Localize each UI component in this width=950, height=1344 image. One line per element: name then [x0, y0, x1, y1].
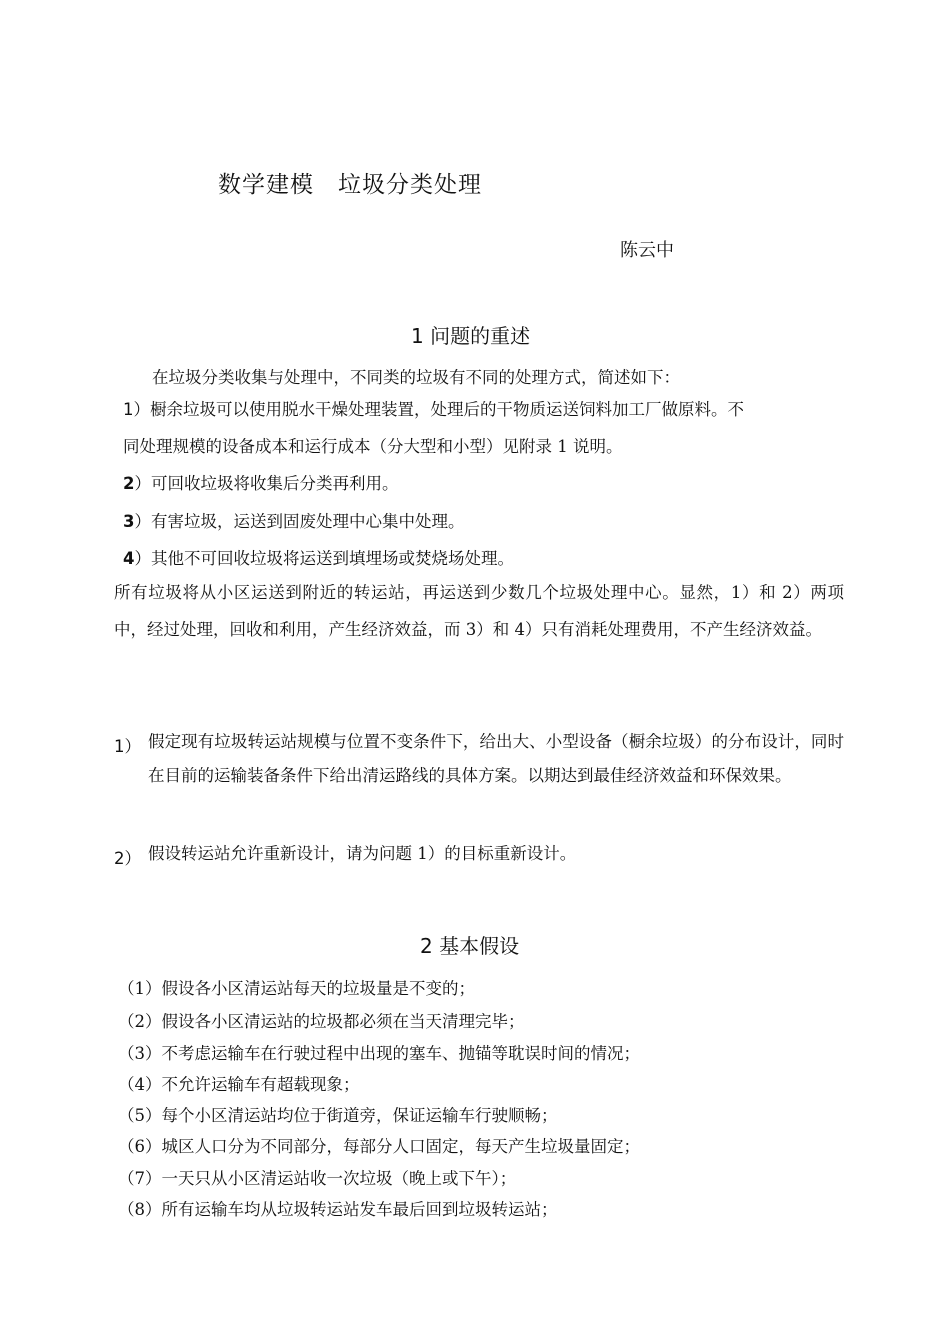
document-title: 数学建模 垃圾分类处理	[218, 172, 482, 198]
list-item-4-number: 4	[123, 549, 135, 568]
document-author: 陈云中	[620, 240, 674, 261]
list-item-1-text-a: 橱余垃圾可以使用脱水干燥处理装置，处理后的干物质运送饲料加工厂做原料。不	[150, 400, 744, 419]
list-item-1-line-1	[123, 396, 744, 420]
assumption-7: （7）一天只从小区清运站收一次垃圾（晚上或下午）；	[118, 1169, 517, 1188]
section-1-paragraph: 所有垃圾将从小区运送到附近的转运站，再运送到少数几个垃圾处理中心。显然，1）和 2）两项中，经过处理，回收和利用，产生经济效益，而 3）和 4）只有消耗处理费用，不产生经济效益。	[114, 583, 844, 639]
assumption-2: （2）假设各小区清运站的垃圾都必须在当天清理完毕；	[118, 1012, 525, 1031]
assumption-6: （6）城区人口分为不同部分，每部分人口固定，每天产生垃圾量固定；	[118, 1137, 640, 1156]
task-1-number: 1）	[114, 737, 141, 756]
list-item-3-text: ）有害垃圾，运送到固废处理中心集中处理。	[134, 512, 465, 531]
section-1-intro: 在垃圾分类收集与处理中，不同类的垃圾有不同的处理方式，简述如下：	[152, 368, 680, 387]
assumption-8: （8）所有运输车均从垃圾转运站发车最后回到垃圾转运站；	[118, 1200, 558, 1219]
task-2-number: 2）	[114, 849, 141, 868]
section-1-heading: 1 问题的重述	[411, 324, 531, 348]
assumption-4: （4）不允许运输车有超载现象；	[118, 1075, 360, 1094]
list-item-2-text: ）可回收垃圾将收集后分类再利用。	[134, 474, 399, 493]
task-1-text: 假定现有垃圾转运站规模与位置不变条件下，给出大、小型设备（橱余垃圾）的分布设计，同时在目前的运输装备条件下给出清运路线的具体方案。以期达到最佳经济效益和环保效果。	[148, 732, 844, 785]
list-item-2-number: 2	[123, 474, 135, 493]
list-item-4-text: ）其他不可回收垃圾将运送到填埋场或焚烧场处理。	[134, 549, 514, 568]
list-item-4	[123, 545, 514, 569]
list-item-3-number: 3	[123, 512, 135, 531]
list-item-1-line-2: 同处理规模的设备成本和运行成本（分大型和小型）见附录 1 说明。	[123, 437, 623, 456]
list-item-3	[123, 508, 464, 532]
list-item-1-number: 1）	[123, 400, 150, 419]
task-2-text: 假设转运站允许重新设计，请为问题 1）的目标重新设计。	[148, 844, 577, 863]
assumption-3: （3）不考虑运输车在行驶过程中出现的塞车、抛锚等耽误时间的情况；	[118, 1044, 640, 1063]
assumption-5: （5）每个小区清运站均位于街道旁，保证运输车行驶顺畅；	[118, 1106, 558, 1125]
list-item-2	[123, 470, 398, 494]
section-2-heading: 2 基本假设	[420, 934, 520, 958]
assumption-1: （1）假设各小区清运站每天的垃圾量是不变的；	[118, 979, 475, 998]
